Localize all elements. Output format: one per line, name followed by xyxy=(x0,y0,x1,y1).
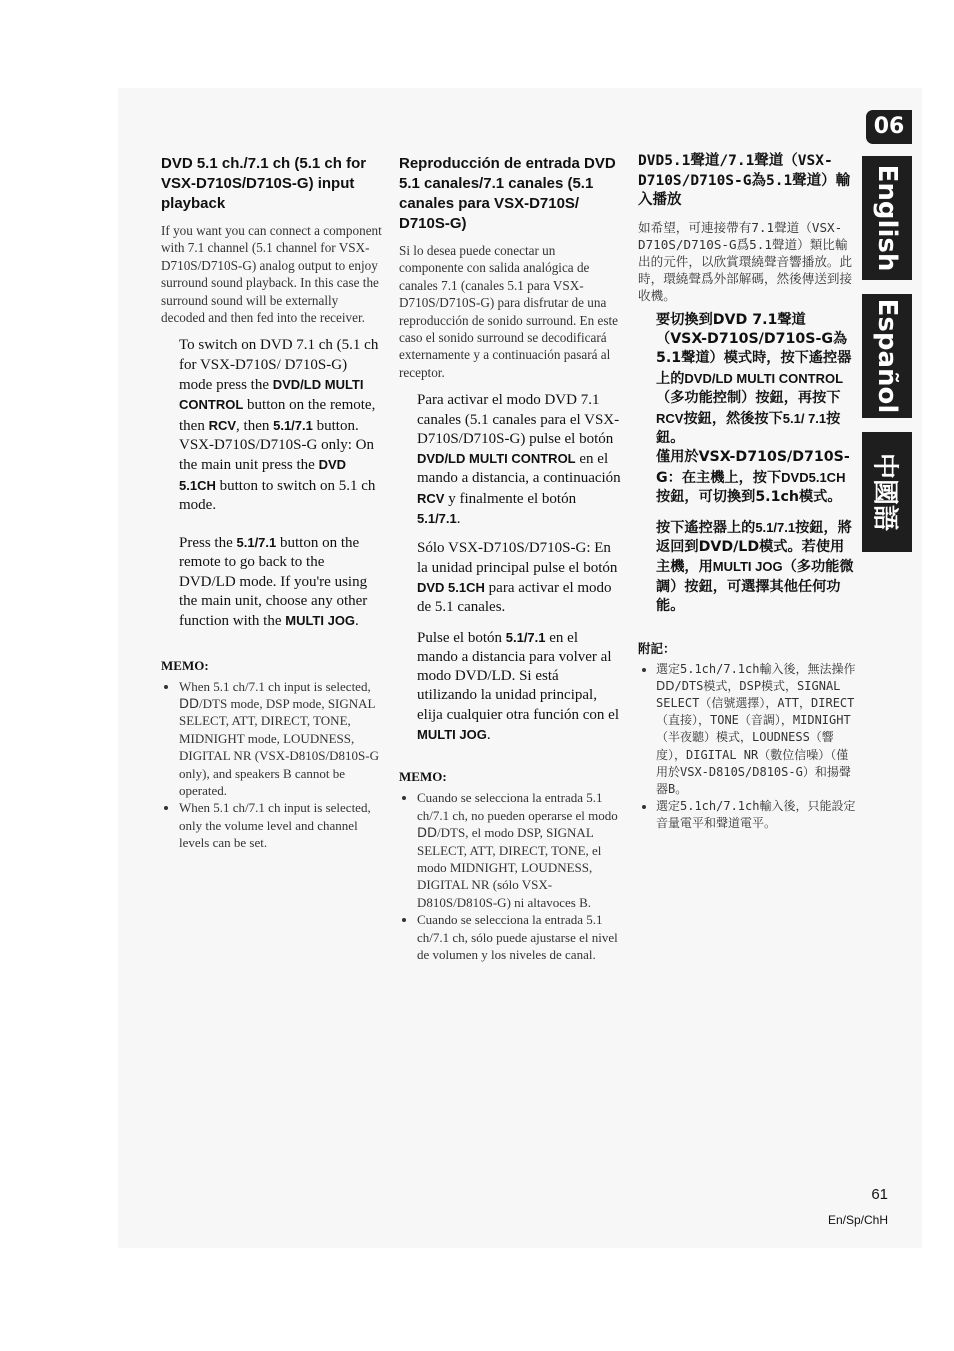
english-step-1: To switch on DVD 7.1 ch (5.1 ch for VSX-D710S/ D710S-G) mode press the DVD/LD MULTI CONTROL button on the remote, then RCV, then 5.1/7.1 button. VSX-D710S/D710S-G only: On the main unit press the DVD 5.1CH button to switch on 5.1 ch mode. xyxy=(179,337,379,513)
list-item: • Cuando se selecciona la entrada 5.1 ch/7.1 ch, sólo puede ajustarse el nivel de volumen y los niveles de canal. xyxy=(417,911,621,963)
english-title: DVD 5.1 ch./7.1 ch (5.1 ch for VSX-D710S/D710S-G) input playback xyxy=(161,155,367,212)
dvd-ld-multi-control-label: DVD/LD MULTI CONTROL xyxy=(179,377,364,413)
chinese-step-2: 按下遙控器上的5.1/7.1按鈕，將返回到DVD/LD模式。若使用主機，用MULTI JOG（多功能微調）按鈕，可選擇其他任何功能。 xyxy=(656,519,854,615)
multi-jog-label: MULTI JOG xyxy=(285,613,356,629)
chinese-step-1: 要切換到DVD 7.1聲道（VSX-D710S/D710S-G為5.1聲道）模式時，按下遙控器上的DVD/LD MULTI CONTROL（多功能控制）按鈕，再按下RCV按鈕，然後按下5.1/ 7.1按鈕。 僅用於VSX-D710S/D710S-G：在主機上，按下DVD5.1CH按鈕，可切換到5.1ch模式。 xyxy=(656,311,852,506)
spanish-memo-list xyxy=(399,789,621,963)
spanish-title: Reproducción de entrada DVD 5.1 canales/7.1 canales (5.1 canales para VSX-D710S/ D710S-G) xyxy=(399,155,616,232)
page-number: 61 xyxy=(871,1186,888,1203)
spanish-column xyxy=(399,154,621,963)
language-code: En/Sp/ChH xyxy=(827,1213,888,1227)
chinese-column xyxy=(638,152,856,833)
dvd51ch-label: DVD 5.1CH xyxy=(179,457,347,493)
spanish-memo-title: MEMO: xyxy=(399,769,447,785)
list-item: • 選定5.1ch/7.1ch輸入後，無法操作ⅮⅮ/DTS模式，DSP模式，SIGNAL SELECT（信號選擇），ATT，DIRECT（直接），TONE（音調），MIDNIGHT（半夜聽）模式，LOUDNESS（響度），DIGITAL NR（數位信噪）（僅用於VSX-D810S/D810S-G）和揚聲器B。 xyxy=(656,661,856,799)
tab-chinese-label: 中國語 xyxy=(869,452,900,532)
english-step-2: Press the 5.1/7.1 button on the remote to go back to the DVD/LD mode. If you're using the main unit, choose any other function with the MULTI JOG. xyxy=(179,535,368,630)
chinese-memo-list xyxy=(638,661,856,833)
list-item: • 選定5.1ch/7.1ch輸入後，只能設定音量電平和聲道電平。 xyxy=(656,798,856,832)
spanish-step-1: Para activar el modo DVD 7.1 canales (5.1 canales para el VSX-D710S/D710S-G) pulse el botón DVD/LD MULTI CONTROL en el mando a distancia, a continuación RCV y finalmente el botón 5.1/7.1. xyxy=(417,392,621,528)
english-column xyxy=(161,154,383,852)
english-memo-title: MEMO: xyxy=(161,657,209,673)
tab-chinese[interactable] xyxy=(862,432,912,552)
chinese-intro: 如希望，可連接帶有7.1聲道（VSX-D710S/D710S-G爲5.1聲道）類比輸出的元件，以欣賞環繞聲音響播放。此時，環繞聲爲外部解碼，然後傳送到接收機。 xyxy=(638,219,853,304)
chinese-memo-title: 附記： xyxy=(638,640,676,656)
english-memo-list xyxy=(161,678,383,852)
tab-english[interactable] xyxy=(862,156,912,280)
tab-english-label: English xyxy=(872,164,902,272)
list-item: • Cuando se selecciona la entrada 5.1 ch/7.1 ch, no pueden operarse el modo ⅮⅮ/DTS, el modo DSP, SIGNAL SELECT, ATT, DIRECT, TONE, el modo MIDNIGHT, LOUDNESS, DIGITAL NR (sólo VSX-D810S/D810S-G) ni altavoces B. xyxy=(417,789,621,911)
chapter-number-badge: 06 xyxy=(866,110,912,144)
spanish-step-2: Pulse el botón 5.1/7.1 en el mando a distancia para volver al modo DVD/LD. Si está utilizando la unidad principal, elija cualquier otra función con el MULTI JOG. xyxy=(417,629,619,743)
list-item: • When 5.1 ch/7.1 ch input is selected, ⅮⅮ/DTS mode, DSP mode, SIGNAL SELECT, ATT, DIRECT, TONE, MIDNIGHT mode, LOUDNESS, DIGITAL NR (VSX-D810S/D810S-G only), and speakers B cannot be operated. xyxy=(179,678,383,800)
rcv-label: RCV xyxy=(208,417,237,433)
spanish-step-1b: Sólo VSX-D710S/D710S-G: En la unidad principal pulse el botón DVD 5.1CH para activar el modo de 5.1 canales. xyxy=(417,540,618,616)
chinese-title: DVD5.1聲道/7.1聲道（VSX-D710S/D710S-G為5.1聲道）輸入播放 xyxy=(638,153,851,208)
english-intro: If you want you can connect a component with 7.1 channel (5.1 channel for VSX-D710S/D710S-G) analog output to enjoy surround sound playback. In this case the surround sound will be externally decoded and then fed into the receiver. xyxy=(161,223,382,326)
tab-espanol[interactable] xyxy=(862,294,912,418)
tab-espanol-label: Español xyxy=(872,298,902,414)
spanish-intro: Si lo desea puede conectar un componente con salida analógica de canales 7.1 (canales 5.1 para VSX-D710S/D710S-G) para disfrutar de una reproducción de sonido surround. En este caso el sonido surround se decodificará externamente y a continuación pasará al receptor. xyxy=(399,243,619,380)
button-5171-label: 5.1/7.1 xyxy=(273,417,313,433)
list-item: • When 5.1 ch/7.1 ch input is selected, only the volume level and channel levels can be set. xyxy=(179,799,383,851)
